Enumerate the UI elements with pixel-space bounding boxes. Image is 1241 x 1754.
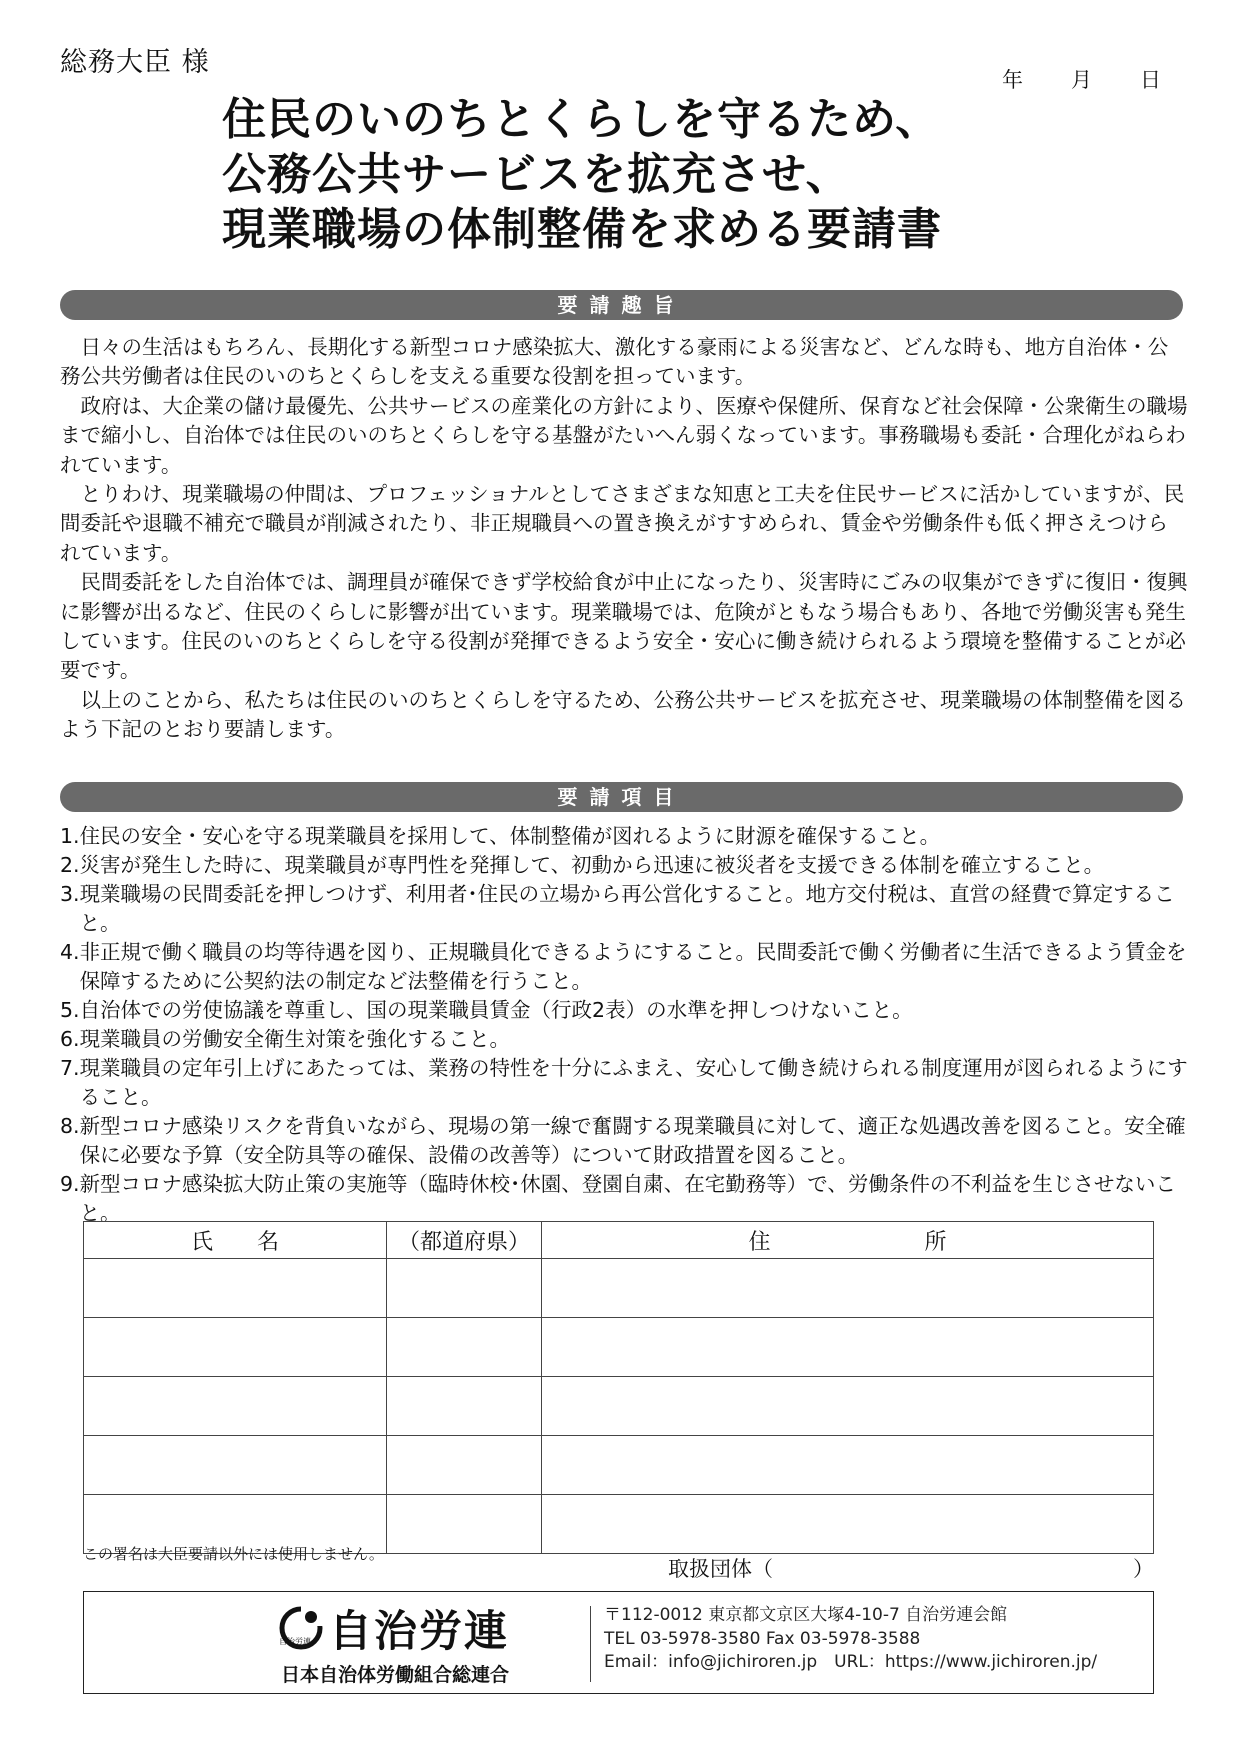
document-title — [222, 92, 942, 257]
privacy-note: この署名は大臣要請以外には使用しません。 — [83, 1545, 384, 1563]
item-text: 現業職員の労働安全衛生対策を強化すること。 — [79, 1027, 511, 1051]
item-number: 1. — [60, 824, 80, 848]
purpose-paragraph-3: とりわけ、現業職場の仲間は、プロフェッショナルとしてさまざまな知恵と工夫を住民サービスに活かしていますが、民間委託や退職不補充で職員が削減されたり、非正規職員への置き換えがすすめられ、賃金や労働条件も低く押さえつけられています。 — [60, 482, 1185, 565]
item-text: 現業職員の定年引上げにあたっては、業務の特性を十分にふまえ、安心して働き続けられる制度運用が図られるようにすること。 — [79, 1056, 1188, 1109]
address-cell[interactable] — [542, 1495, 1154, 1554]
name-cell[interactable] — [84, 1377, 387, 1436]
item-text: 現業職場の民間委託を押しつけず、利用者･住民の立場から再公営化すること。地方交付税は、直営の経費で算定すること。 — [79, 882, 1175, 935]
item-number: 6. — [60, 1027, 80, 1051]
item-text: 新型コロナ感染拡大防止策の実施等（臨時休校･休園、登園自粛、在宅勤務等）で、労働条件の不利益を生じさせないこと。 — [79, 1172, 1176, 1225]
logo-name: 自治労連 — [329, 1607, 509, 1657]
signature-row — [84, 1436, 1154, 1495]
column-header-name: 氏 名 — [84, 1222, 387, 1259]
request-items-list — [60, 822, 1188, 1228]
prefecture-cell[interactable] — [387, 1377, 542, 1436]
handling-org-label: 取扱団体（ — [668, 1557, 773, 1581]
item-number: 8. — [60, 1114, 80, 1138]
request-item — [60, 996, 1188, 1025]
organization-full-name: 日本自治体労働組合総連合 — [281, 1664, 510, 1686]
item-text: 自治体での労使協議を尊重し、国の現業職員賃金（行政2表）の水準を押しつけないこと。 — [79, 998, 913, 1022]
address-cell[interactable] — [542, 1436, 1154, 1495]
title-line-1: 住民のいのちとくらしを守るため、 — [222, 94, 941, 145]
date-month-label: 月 — [1071, 68, 1092, 92]
footer-divider — [590, 1606, 591, 1682]
item-number: 7. — [60, 1056, 80, 1080]
item-number: 9. — [60, 1172, 80, 1196]
title-line-3: 現業職場の体制整備を求める要請書 — [222, 204, 942, 255]
name-cell[interactable] — [84, 1436, 387, 1495]
handling-org-field[interactable] — [668, 1553, 1154, 1583]
date-day-label: 日 — [1140, 68, 1161, 92]
date-fields — [1002, 64, 1161, 94]
item-text: 新型コロナ感染リスクを背負いながら、現場の第一線で奮闘する現業職員に対して、適正な処遇改善を図ること。安全確保に必要な予算（安全防具等の確保、設備の改善等）について財政措置を図ること。 — [79, 1114, 1186, 1167]
address-cell[interactable] — [542, 1377, 1154, 1436]
footer-box — [83, 1591, 1154, 1694]
request-item — [60, 880, 1188, 938]
name-cell[interactable] — [84, 1259, 387, 1318]
signature-table — [83, 1221, 1154, 1554]
column-header-prefecture: （都道府県） — [387, 1222, 542, 1259]
purpose-paragraph-5: 以上のことから、私たちは住民のいのちとくらしを守るため、公務公共サービスを拡充させ、現業職場の体制整備を図るよう下記のとおり要請します。 — [60, 687, 1187, 742]
contact-email-url: Email：info@jichiroren.jp URL：https://www.jichiroren.jp/ — [604, 1652, 1098, 1672]
prefecture-cell[interactable] — [387, 1436, 542, 1495]
purpose-paragraph-4: 民間委託をした自治体では、調理員が確保できず学校給食が中止になったり、災害時にごみの収集ができずに復旧・復興に影響が出るなど、住民のくらしに影響が出ています。現業職場では、危険がともなう場合もあり、各地で労働災害も発生しています。住民のいのちとくらしを守る役割が発揮できるよう安全・安心に働き続けられるよう環境を整備することが必要です。 — [60, 570, 1188, 683]
logo-small-text: 自治労連 — [279, 1637, 311, 1646]
prefecture-cell[interactable] — [387, 1318, 542, 1377]
address-cell[interactable] — [542, 1259, 1154, 1318]
date-year-label: 年 — [1002, 68, 1023, 92]
section-header-items: 要請項目 — [60, 782, 1183, 812]
request-item — [60, 1112, 1188, 1170]
request-item — [60, 1170, 1188, 1228]
signature-row — [84, 1318, 1154, 1377]
request-item — [60, 822, 1188, 851]
request-item — [60, 851, 1188, 880]
item-text: 住民の安全・安心を守る現業職員を採用して、体制整備が図れるように財源を確保すること。 — [79, 824, 941, 848]
item-number: 2. — [60, 853, 80, 877]
item-text: 非正規で働く職員の均等待遇を図り、正規職員化できるようにすること。民間委託で働く労働者に生活できるよう賃金を保障するために公契約法の制定など法整備を行うこと。 — [79, 940, 1187, 993]
purpose-paragraph-2: 政府は、大企業の儲け最優先、公共サービスの産業化の方針により、医療や保健所、保育など社会保障・公衆衛生の職場まで縮小し、自治体では住民のいのちとくらしを守る基盤がたいへん弱くなっています。事務職場も委託・合理化がねらわれています。 — [60, 393, 1188, 477]
prefecture-cell[interactable] — [387, 1495, 542, 1554]
contact-tel-fax: TEL 03-5978-3580 Fax 03-5978-3588 — [604, 1628, 921, 1649]
request-item — [60, 1025, 1188, 1054]
purpose-paragraph-1: 日々の生活はもちろん、長期化する新型コロナ感染拡大、激化する豪雨による災害など、どんな時も、地方自治体・公務公共労働者は住民のいのちとくらしを支える重要な役割を担っています。 — [60, 335, 1169, 389]
addressee: 総務大臣 様 — [60, 47, 210, 78]
signature-table-header — [84, 1222, 1154, 1259]
address-cell[interactable] — [542, 1318, 1154, 1377]
handling-org-close: ） — [1133, 1557, 1154, 1581]
contact-address: 〒112-0012 東京都文京区大塚4-10-7 自治労連会館 — [604, 1605, 1008, 1625]
name-cell[interactable] — [84, 1318, 387, 1377]
column-header-address: 住 所 — [542, 1222, 1154, 1259]
request-item — [60, 938, 1188, 996]
signature-row — [84, 1377, 1154, 1436]
prefecture-cell[interactable] — [387, 1259, 542, 1318]
request-item — [60, 1054, 1188, 1112]
signature-row — [84, 1259, 1154, 1318]
contact-info — [604, 1604, 1097, 1675]
item-number: 4. — [60, 940, 80, 964]
item-number: 3. — [60, 882, 80, 906]
title-line-2: 公務公共サービスを拡充させ、 — [222, 149, 851, 200]
section-header-purpose: 要請趣旨 — [60, 290, 1183, 320]
purpose-body — [60, 333, 1188, 745]
item-number: 5. — [60, 998, 80, 1022]
item-text: 災害が発生した時に、現業職員が専門性を発揮して、初動から迅速に被災者を支援できる体制を確立すること。 — [79, 853, 1105, 877]
